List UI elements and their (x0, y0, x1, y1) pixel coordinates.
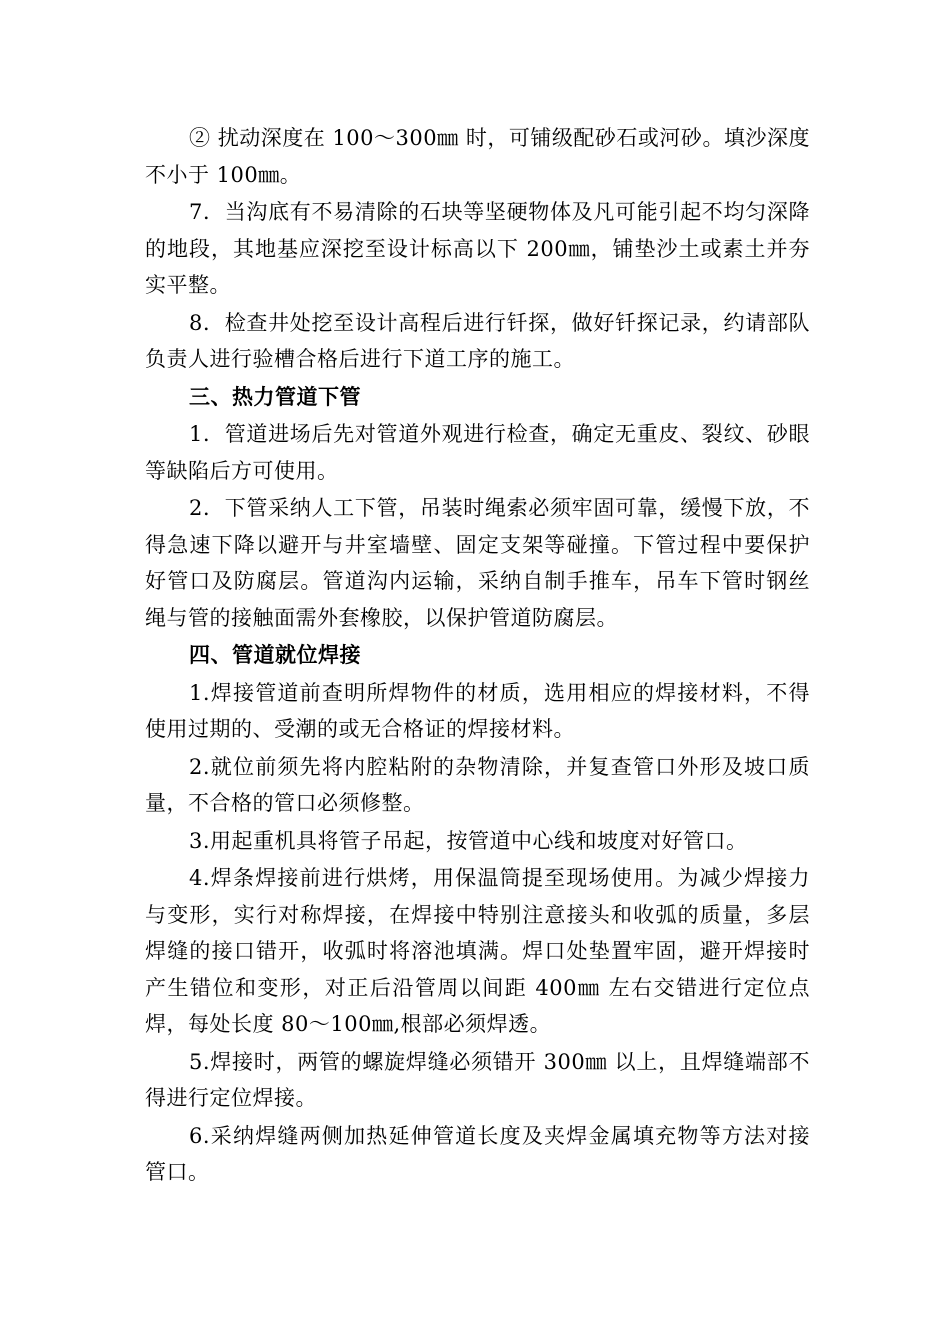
paragraph-pipe-lowering: 2．下管采纳人工下管，吊装时绳索必须牢固可靠，缓慢下放，不得急速下降以避开与井室墙壁、固定支架等碰撞。下管过程中要保护好管口及防腐层。管道沟内运输，采纳自制手推车，吊车下管时钢丝绳与管的接触面需外套橡胶，以保护管道防腐层。 (145, 496, 810, 630)
paragraph-item-8: 8．检查井处挖至设计高程后进行钎探，做好钎探记录，约请部队负责人进行验槽合格后进行下道工序的施工。 (145, 310, 810, 371)
paragraph-lifting: 3.用起重机具将管子吊起，按管道中心线和坡度对好管口。 (189, 828, 748, 853)
paragraph-welding-process: 4.焊条焊接前进行烘烤，用保温筒提至现场使用。为减少焊接力与变形，实行对称焊接，在焊接中特别注意接头和收弧的质量，多层焊缝的接口错开，收弧时将溶池填满。焊口处垫置牢固，避开焊接时产生错位和变形，对正后沿管周以间距 400㎜ 左右交错进行定位点焊，每处长度 80～100㎜,根部必须焊透。 (145, 866, 810, 1036)
paragraph-pipe-inspection: 1．管道进场后先对管道外观进行检查，确定无重皮、裂纹、砂眼等缺陷后方可使用。 (145, 422, 810, 483)
paragraph-joint-method: 6.采纳焊缝两侧加热延伸管道长度及夹焊金属填充物等方法对接管口。 (145, 1123, 810, 1184)
paragraph-disturbance-depth: ② 扰动深度在 100～300㎜ 时，可铺级配砂石或河砂。填沙深度不小于 100㎜。 (145, 126, 810, 187)
section-heading-4: 四、管道就位焊接 (189, 642, 361, 667)
paragraph-weld-materials: 1.焊接管道前查明所焊物件的材质，选用相应的焊接材料，不得使用过期的、受潮的或无合格证的焊接材料。 (145, 680, 810, 741)
paragraph-spiral-seam: 5.焊接时，两管的螺旋焊缝必须错开 300㎜ 以上，且焊缝端部不得进行定位焊接。 (145, 1049, 810, 1110)
paragraph-cleaning: 2.就位前须先将内腔粘附的杂物清除，并复查管口外形及坡口质量，不合格的管口必须修整。 (145, 754, 810, 815)
section-heading-3: 三、热力管道下管 (189, 383, 361, 409)
document-body (145, 120, 810, 1191)
paragraph-item-7: 7．当沟底有不易清除的石块等坚硬物体及凡可能引起不均匀深降的地段，其地基应深挖至设计标高以下 200㎜，铺垫沙土或素土并夯实平整。 (145, 200, 810, 297)
